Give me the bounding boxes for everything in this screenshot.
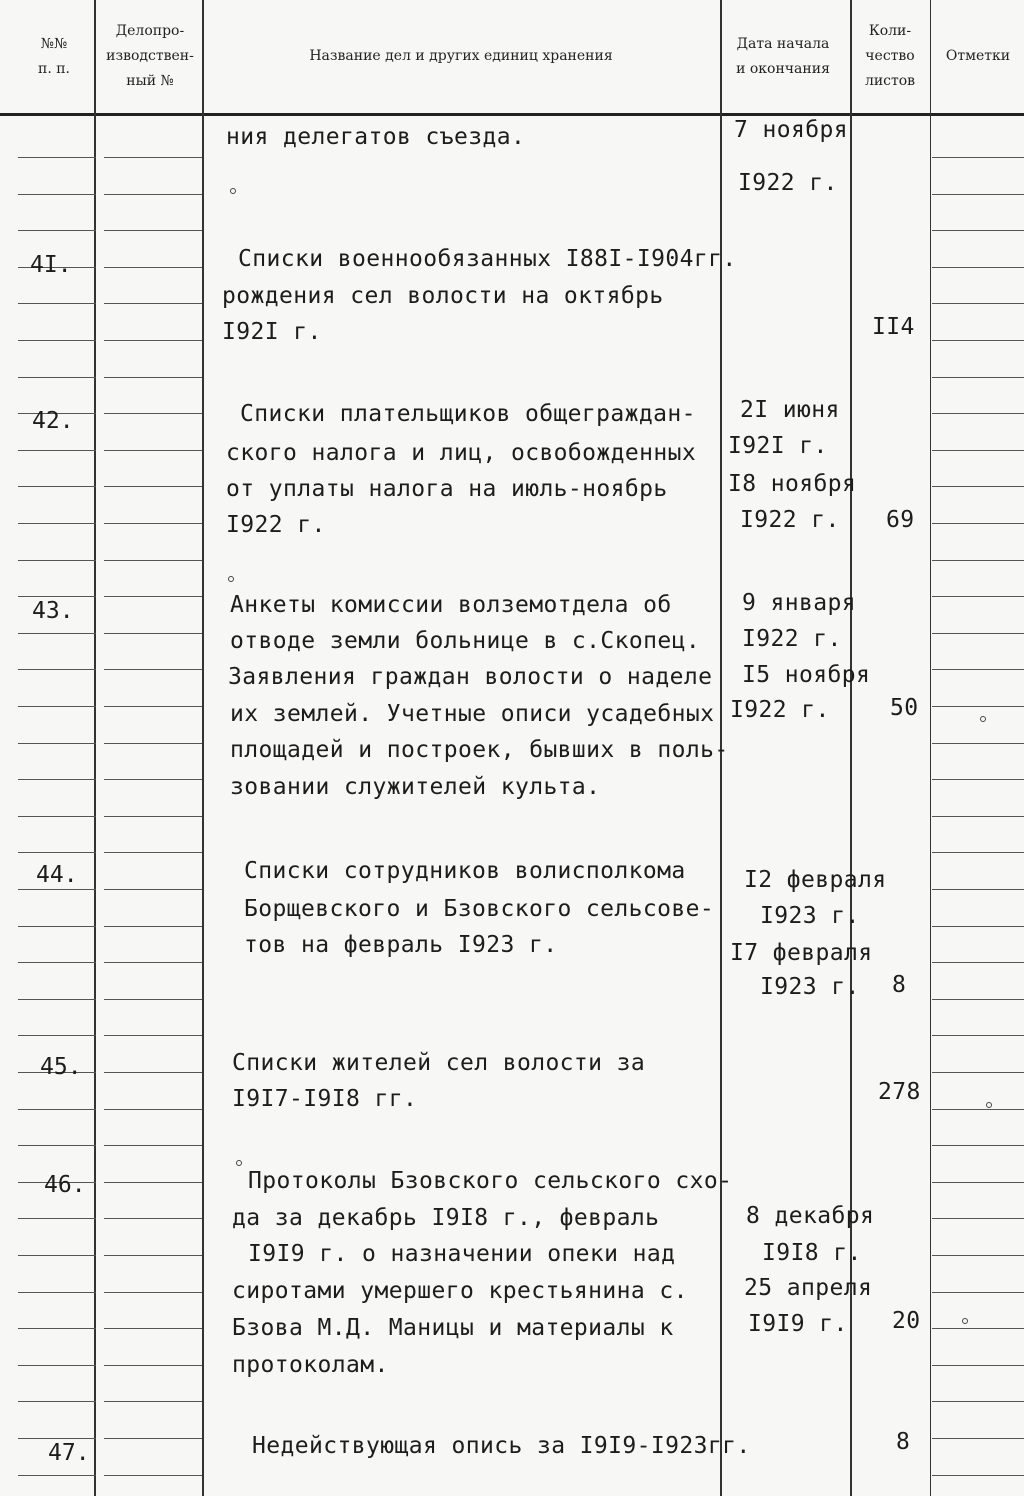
ruled-line bbox=[18, 1328, 96, 1329]
ruled-line bbox=[932, 1145, 1024, 1146]
ruled-line bbox=[104, 486, 202, 487]
entry-title-line: Анкеты комиссии волземотдела об bbox=[230, 592, 672, 618]
entry-sheets: 69 bbox=[886, 507, 915, 533]
ruled-line bbox=[18, 1145, 96, 1146]
ruled-line bbox=[932, 267, 1024, 268]
ruled-line bbox=[18, 596, 96, 597]
entry-number: 43. bbox=[32, 598, 74, 624]
ruled-line bbox=[932, 926, 1024, 927]
ruled-line bbox=[104, 1438, 202, 1439]
ruled-line bbox=[18, 157, 96, 158]
ruled-line bbox=[932, 596, 1024, 597]
entry-date: I5 ноября bbox=[742, 662, 871, 688]
ruled-line bbox=[932, 706, 1024, 707]
ruled-line bbox=[932, 1072, 1024, 1073]
ruled-line bbox=[104, 1145, 202, 1146]
ruled-line bbox=[18, 1035, 96, 1036]
ruled-line bbox=[932, 1218, 1024, 1219]
ruled-line bbox=[104, 157, 202, 158]
ruled-line bbox=[932, 560, 1024, 561]
ruled-line bbox=[18, 486, 96, 487]
entry-date: 9 января bbox=[742, 590, 856, 616]
entry-date: I9I9 г. bbox=[748, 1311, 848, 1337]
ruled-line bbox=[18, 194, 96, 195]
entry-date: 25 апреля bbox=[744, 1275, 873, 1301]
entry-number: 46. bbox=[44, 1172, 86, 1198]
entry-date: I2 февраля bbox=[744, 867, 887, 893]
ruled-line bbox=[18, 1365, 96, 1366]
entry-title-line: I9I9 г. о назначении опеки над bbox=[248, 1241, 676, 1267]
ruled-line bbox=[932, 1475, 1024, 1476]
ruled-line bbox=[932, 1292, 1024, 1293]
ruled-line bbox=[18, 926, 96, 927]
ruled-line bbox=[104, 194, 202, 195]
entry-title-line: Недействующая опись за I9I9-I923гг. bbox=[252, 1433, 751, 1459]
ruled-line bbox=[932, 230, 1024, 231]
entry-title-line: от уплаты налога на июль-ноябрь bbox=[226, 476, 668, 502]
ruled-line bbox=[104, 779, 202, 780]
entry-date: I922 г. bbox=[738, 170, 838, 196]
ruled-line bbox=[18, 1218, 96, 1219]
entry-date: 2I июня bbox=[740, 397, 840, 423]
entry-sheets: II4 bbox=[872, 314, 915, 340]
ruled-line bbox=[18, 340, 96, 341]
ruled-line bbox=[104, 706, 202, 707]
ruled-line bbox=[18, 706, 96, 707]
ruled-line bbox=[104, 1475, 202, 1476]
header-office-number: Делопро- изводствен- ный № bbox=[106, 23, 194, 89]
entry-title-line: Заявления граждан волости о наделе bbox=[228, 664, 713, 690]
ruled-line bbox=[932, 669, 1024, 670]
entry-title-line: I9I7-I9I8 гг. bbox=[232, 1086, 418, 1112]
ruled-line bbox=[104, 852, 202, 853]
entry-title-line: тов на февраль I923 г. bbox=[244, 932, 558, 958]
ruled-line bbox=[932, 450, 1024, 451]
ruled-line bbox=[104, 523, 202, 524]
ruled-line bbox=[932, 999, 1024, 1000]
entry-title-line: Списки жителей сел волости за bbox=[232, 1050, 646, 1076]
ruled-line bbox=[18, 560, 96, 561]
ruled-line bbox=[18, 1292, 96, 1293]
ruled-line bbox=[104, 1292, 202, 1293]
ruled-line bbox=[18, 1438, 96, 1439]
ruled-line bbox=[18, 1109, 96, 1110]
entry-date: I922 г. bbox=[742, 626, 842, 652]
entry-title-line: ского налога и лиц, освобожденных bbox=[226, 440, 697, 466]
entry-title-line: Бзова М.Д. Маницы и материалы к bbox=[232, 1315, 674, 1341]
entry-title-line: протоколам. bbox=[232, 1352, 389, 1378]
entry-title-line: I92I г. bbox=[222, 319, 322, 345]
ruled-line bbox=[104, 267, 202, 268]
ruled-line bbox=[104, 560, 202, 561]
ruled-line bbox=[932, 1401, 1024, 1402]
ruled-line bbox=[18, 377, 96, 378]
ruled-line bbox=[104, 230, 202, 231]
ruled-line bbox=[932, 1365, 1024, 1366]
entry-title-line: площадей и построек, бывших в поль- bbox=[230, 737, 729, 763]
ink-speck bbox=[986, 1102, 992, 1108]
ink-speck bbox=[962, 1318, 968, 1324]
entry-title-line: рождения сел волости на октябрь bbox=[222, 283, 664, 309]
ruled-line bbox=[932, 852, 1024, 853]
ruled-line bbox=[104, 413, 202, 414]
entry-number: 47. bbox=[48, 1440, 90, 1466]
ink-speck bbox=[236, 1160, 242, 1166]
ruled-line bbox=[18, 889, 96, 890]
ruled-line bbox=[932, 816, 1024, 817]
entry-title-line: ния делегатов съезда. bbox=[226, 124, 526, 150]
ruled-line bbox=[932, 779, 1024, 780]
ruled-line bbox=[104, 1365, 202, 1366]
entry-title-line: Борщевского и Бзовского сельсове- bbox=[244, 896, 715, 922]
ruled-line bbox=[104, 340, 202, 341]
entry-date: I922 г. bbox=[730, 697, 830, 723]
ruled-line bbox=[932, 962, 1024, 963]
ruled-line bbox=[18, 230, 96, 231]
ruled-line bbox=[932, 157, 1024, 158]
ruled-line bbox=[104, 889, 202, 890]
ruled-line bbox=[104, 633, 202, 634]
ruled-line bbox=[932, 413, 1024, 414]
ruled-line bbox=[932, 1438, 1024, 1439]
ruled-line bbox=[932, 303, 1024, 304]
column-rule bbox=[94, 0, 96, 1496]
ruled-line bbox=[932, 1182, 1024, 1183]
entry-number: 4I. bbox=[30, 252, 72, 278]
ruled-line bbox=[104, 1109, 202, 1110]
ruled-line bbox=[932, 194, 1024, 195]
ruled-line bbox=[104, 1328, 202, 1329]
entry-title-line: Протоколы Бзовского сельского схо- bbox=[248, 1168, 733, 1194]
header-dates: Дата начала и окончания bbox=[736, 35, 830, 77]
ruled-line bbox=[18, 633, 96, 634]
entry-sheets: 8 bbox=[892, 972, 907, 998]
entry-sheets: 8 bbox=[896, 1429, 911, 1455]
entry-date: I922 г. bbox=[740, 507, 840, 533]
entry-number: 45. bbox=[40, 1054, 82, 1080]
entry-title-line: их землей. Учетные описи усадебных bbox=[230, 701, 715, 727]
ruled-line bbox=[932, 340, 1024, 341]
entry-title-line: Списки плательщиков общеграждан- bbox=[240, 401, 696, 427]
ruled-line bbox=[18, 303, 96, 304]
entry-number: 44. bbox=[36, 862, 78, 888]
ruled-line bbox=[104, 743, 202, 744]
ruled-line bbox=[932, 523, 1024, 524]
entry-sheets: 20 bbox=[892, 1308, 921, 1334]
header-notes: Отметки bbox=[945, 48, 1011, 64]
entry-title-line: Списки сотрудников волисполкома bbox=[244, 858, 686, 884]
ruled-line bbox=[932, 743, 1024, 744]
ruled-line bbox=[18, 669, 96, 670]
ruled-line bbox=[18, 1475, 96, 1476]
ruled-line bbox=[18, 852, 96, 853]
entry-date: I923 г. bbox=[760, 903, 860, 929]
ruled-line bbox=[104, 1035, 202, 1036]
ruled-line bbox=[104, 1401, 202, 1402]
entry-number: 42. bbox=[32, 408, 74, 434]
entry-date: 7 ноября bbox=[734, 117, 848, 143]
ruled-line bbox=[18, 999, 96, 1000]
header-number: №№ п. п. bbox=[37, 35, 70, 77]
ruled-line bbox=[104, 1255, 202, 1256]
entry-date: I9I8 г. bbox=[762, 1240, 862, 1266]
entry-title-line: зовании служителей культа. bbox=[230, 774, 601, 800]
header-sheets: Коли- чество листов bbox=[864, 23, 916, 89]
ruled-line bbox=[104, 303, 202, 304]
entry-title-line: отводе земли больнице в с.Скопец. bbox=[230, 628, 701, 654]
ruled-line bbox=[18, 743, 96, 744]
ruled-line bbox=[932, 889, 1024, 890]
ruled-line bbox=[18, 1255, 96, 1256]
entry-sheets: 50 bbox=[890, 695, 919, 721]
ruled-line bbox=[932, 1109, 1024, 1110]
ruled-line bbox=[18, 816, 96, 817]
entry-sheets: 278 bbox=[878, 1079, 921, 1105]
column-rule bbox=[850, 0, 852, 1496]
ruled-line bbox=[104, 926, 202, 927]
ruled-line bbox=[18, 779, 96, 780]
header-title: Название дел и других единиц хранения bbox=[309, 48, 613, 64]
ruled-line bbox=[104, 999, 202, 1000]
entry-date: I7 февраля bbox=[730, 940, 873, 966]
ruled-line bbox=[18, 962, 96, 963]
ruled-line bbox=[104, 669, 202, 670]
ruled-line bbox=[104, 962, 202, 963]
ruled-line bbox=[932, 1328, 1024, 1329]
ruled-line bbox=[104, 377, 202, 378]
entry-date: I923 г. bbox=[760, 974, 860, 1000]
entry-title-line: сиротами умершего крестьянина с. bbox=[232, 1278, 688, 1304]
entry-title-line: Списки военнообязанных I88I-I904гг. bbox=[238, 246, 737, 272]
entry-title-line: да за декабрь I9I8 г., февраль bbox=[232, 1205, 660, 1231]
column-rule bbox=[930, 0, 931, 1496]
ink-speck bbox=[228, 576, 234, 582]
ruled-line bbox=[104, 1072, 202, 1073]
ruled-line bbox=[18, 450, 96, 451]
ink-speck bbox=[980, 716, 986, 722]
ruled-line bbox=[932, 1035, 1024, 1036]
ruled-line bbox=[932, 1255, 1024, 1256]
ink-speck bbox=[230, 188, 236, 194]
entry-title-line: I922 г. bbox=[226, 512, 326, 538]
ruled-line bbox=[18, 1401, 96, 1402]
entry-date: 8 декабря bbox=[746, 1203, 875, 1229]
ruled-line bbox=[104, 1218, 202, 1219]
entry-date: I8 ноября bbox=[728, 471, 857, 497]
ruled-line bbox=[932, 377, 1024, 378]
ruled-line bbox=[104, 450, 202, 451]
ruled-line bbox=[18, 523, 96, 524]
ruled-line bbox=[104, 816, 202, 817]
ruled-line bbox=[932, 633, 1024, 634]
column-rule bbox=[202, 0, 204, 1496]
entry-date: I92I г. bbox=[728, 433, 828, 459]
ruled-line bbox=[104, 596, 202, 597]
ruled-line bbox=[104, 1182, 202, 1183]
ruled-line bbox=[932, 486, 1024, 487]
